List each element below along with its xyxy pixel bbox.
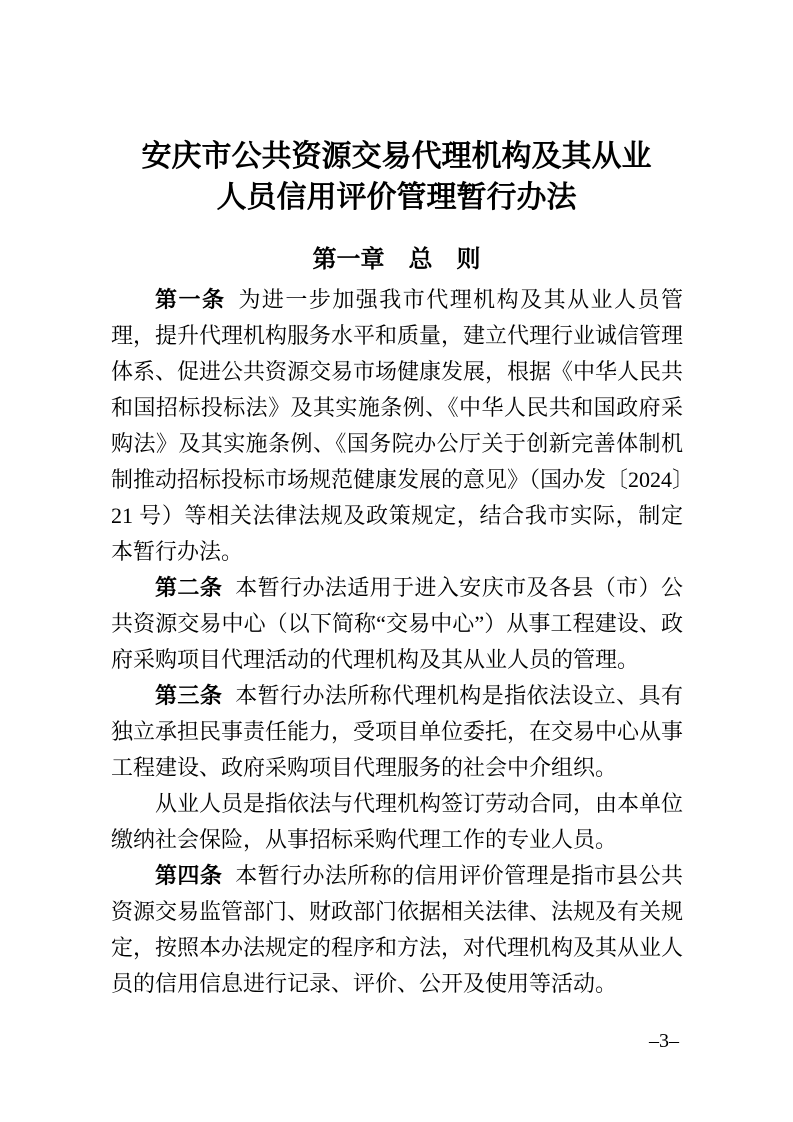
article-3-text: 本暂行办法所称代理机构是指依法设立、具有独立承担民事责任能力，受项目单位委托，在交易中心从事工程建设、政府采购项目代理服务的社会中介组织。	[111, 683, 684, 780]
paragraph-article-4	[111, 858, 683, 1002]
chapter-heading: 第一章 总 则	[312, 246, 481, 273]
article-3-label: 第三条	[155, 683, 223, 708]
paragraph-personnel-definition	[111, 786, 683, 858]
document-body	[111, 282, 683, 1002]
article-1-label: 第一条	[155, 287, 226, 312]
title-line-2: 人员信用评价管理暂行办法	[216, 181, 577, 214]
title-line-1: 安庆市公共资源交易代理机构及其从业	[141, 140, 652, 173]
paragraph-article-2	[111, 570, 683, 678]
article-1-text: 为进一步加强我市代理机构及其从业人员管理，提升代理机构服务水平和质量，建立代理行业诚信管理体系、促进公共资源交易市场健康发展，根据《中华人民共和国招标投标法》及其实施条例、《中华人民共和国政府采购法》及其实施条例、《国务院办公厅关于创新完善体制机制推动招标投标市场规范健康发展的意见》（国办发〔2024〕21 号）等相关法律法规及政策规定，结合我市实际，制定本暂行办法。	[111, 287, 684, 564]
article-2-label: 第二条	[155, 575, 223, 600]
article-2-text: 本暂行办法适用于进入安庆市及各县（市）公共资源交易中心（以下简称“交易中心”）从事工程建设、政府采购项目代理活动的代理机构及其从业人员的管理。	[111, 575, 683, 672]
paragraph-article-1	[111, 282, 683, 570]
document-title	[0, 0, 793, 218]
page-number: –3–	[649, 1030, 679, 1052]
article-4-text: 本暂行办法所称的信用评价管理是指市县公共资源交易监管部门、财政部门依据相关法律、法规及有关规定，按照本办法规定的程序和方法，对代理机构及其从业人员的信用信息进行记录、评价、公开及使用等活动。	[111, 863, 684, 996]
paragraph-4-text: 从业人员是指依法与代理机构签订劳动合同，由本单位缴纳社会保险，从事招标采购代理工作的专业人员。	[111, 791, 684, 852]
paragraph-article-3	[111, 678, 683, 786]
article-4-label: 第四条	[155, 863, 223, 888]
